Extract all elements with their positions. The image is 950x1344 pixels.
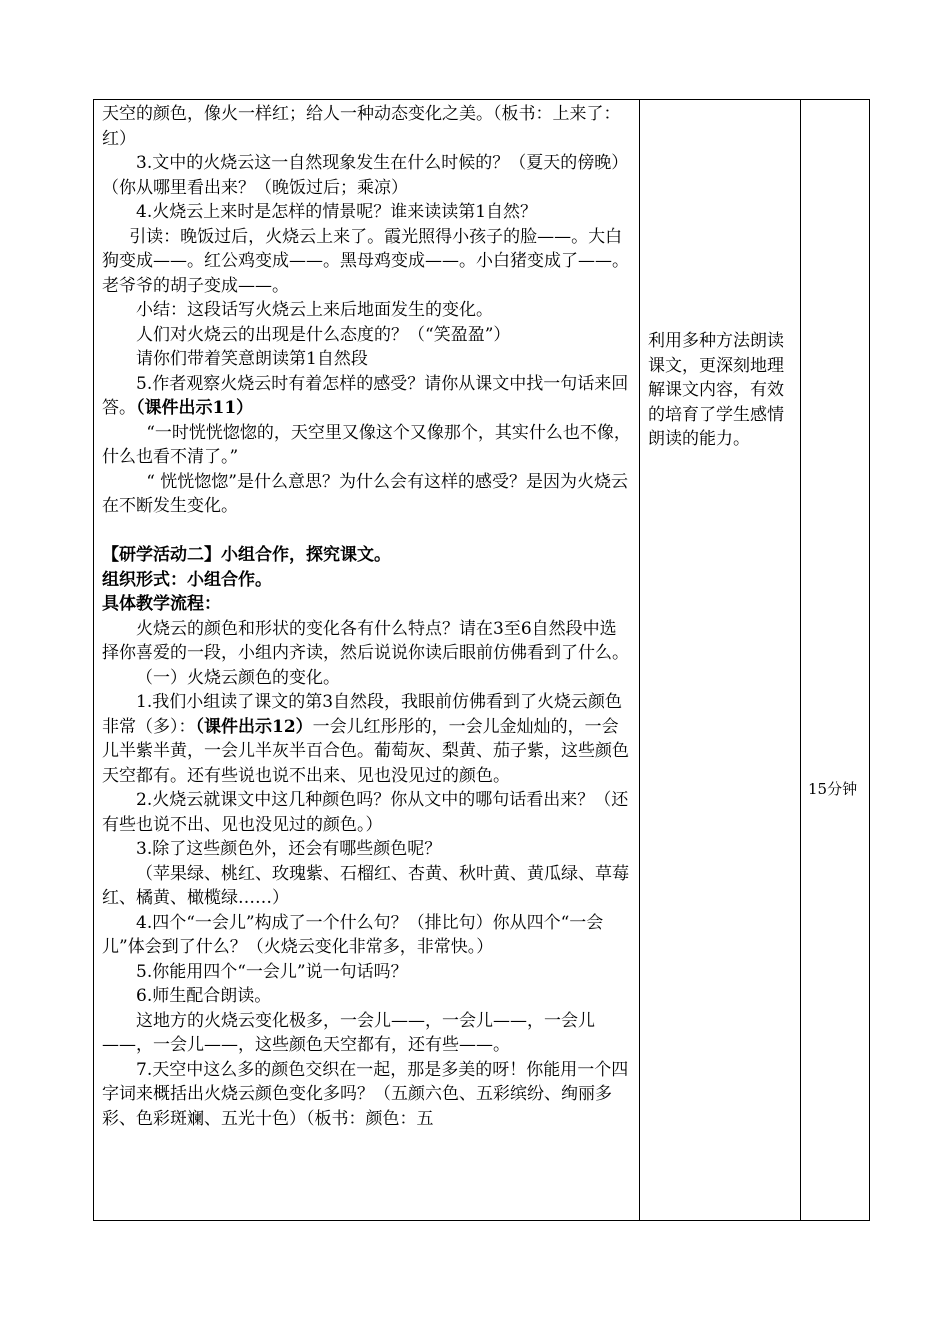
paragraph: “ 恍恍惚惚”是什么意思？为什么会有这样的感受？是因为火烧云在不断发生变化。 <box>102 471 628 516</box>
section-heading: 组织形式：小组合作。 <box>102 569 272 590</box>
paragraph: 这地方的火烧云变化极多，一会儿——，一会儿——，一会儿——，一会儿——，这些颜色天空都有，还有些——。 <box>102 1010 595 1055</box>
time-cell <box>801 100 870 1221</box>
paragraph: 7.天空中这么多的颜色交织在一起，那是多美的呀！你能用一个四字词来概括出火烧云颜色变化多吗？（五颜六色、五彩缤纷、绚丽多彩、色彩斑斓、五光十色）（板书：颜色：五 <box>102 1059 629 1129</box>
time-allocation: 15分钟 <box>808 780 858 798</box>
section-heading: 具体教学流程： <box>102 594 221 614</box>
teaching-process-cell <box>94 100 640 1221</box>
lesson-plan-table <box>93 99 870 1221</box>
paragraph: 3.文中的火烧云这一自然现象发生在什么时候的？（夏天的傍晚）（你从哪里看出来？（晚饭过后；乘凉） <box>102 153 629 198</box>
paragraph-text: 1.我们小组读了课文的第3自然段，我眼前仿佛看到了火烧云颜色非常（多）： <box>102 692 623 737</box>
paragraph: （一）火烧云颜色的变化。 <box>136 667 340 688</box>
paragraph: 请你们带着笑意朗读第1自然段 <box>136 349 368 369</box>
quote-paragraph: “一时恍恍惚惚的，天空里又像这个又像那个，其实什么也不像，什么也看不清了。” <box>102 422 631 467</box>
paragraph: 3.除了这些颜色外，还会有哪些颜色呢？ <box>136 839 442 859</box>
paragraph: 5.你能用四个“一会儿”说一句话吗？ <box>136 961 408 982</box>
paragraph: 4.火烧云上来时是怎样的情景呢？谁来读读第1自然？ <box>136 202 538 222</box>
paragraph: 2.火烧云就课文中这几种颜色吗？你从文中的哪句话看出来？（还有些也说不出、见也没见过的颜色。） <box>102 790 629 835</box>
teaching-process-content <box>94 100 639 1131</box>
paragraph: 人们对火烧云的出现是什么态度的？（“笑盈盈”） <box>136 324 511 345</box>
paragraph-text: 5.作者观察火烧云时有着怎样的感受？请你从课文中找一句话来回答。 <box>102 373 629 418</box>
section-heading: 【研学活动二】小组合作，探究课文。 <box>102 545 391 565</box>
paragraph-text: 一会儿红彤彤的，一会儿金灿灿的，一会儿半紫半黄，一会儿半灰半百合色。葡萄灰、梨黄、茄子紫，这些颜色天空都有。还有些说也说不出来、见也没见过的颜色。 <box>102 716 629 786</box>
table-row <box>94 100 870 1221</box>
paragraph: 天空的颜色，像火一样红；给人一种动态变化之美。（板书：上来了：红） <box>102 104 621 149</box>
courseware-note: （课件出示11） <box>136 398 254 418</box>
paragraph: （苹果绿、桃红、玫瑰紫、石榴红、杏黄、秋叶黄、黄瓜绿、草莓红、橘黄、橄榄绿……） <box>102 863 629 908</box>
paragraph: 火烧云的颜色和形状的变化各有什么特点？请在3至6自然段中选择你喜爱的一段，小组内齐读，然后说说你读后眼前仿佛看到了什么。 <box>102 618 629 663</box>
paragraph <box>102 372 633 421</box>
courseware-note: （课件出示12） <box>195 716 313 737</box>
paragraph: 4.四个“一会儿”构成了一个什么句？（排比句）你从四个“一会儿”体会到了什么？（火烧云变化非常多，非常快。） <box>102 912 604 957</box>
design-intent-text: 利用多种方法朗读课文，更深刻地理解课文内容，有效的培育了学生感情朗读的能力。 <box>648 331 784 449</box>
paragraph <box>102 690 633 788</box>
blank-line <box>102 519 633 544</box>
paragraph: 小结：这段话写火烧云上来后地面发生的变化。 <box>136 300 493 320</box>
paragraph: 6.师生配合朗读。 <box>136 986 272 1006</box>
paragraph: 引读：晚饭过后，火烧云上来了。霞光照得小孩子的脸——。大白狗变成——。红公鸡变成——。黑母鸡变成——。小白猪变成了——。老爷爷的胡子变成——。 <box>102 226 629 296</box>
design-intent-cell <box>640 100 801 1221</box>
